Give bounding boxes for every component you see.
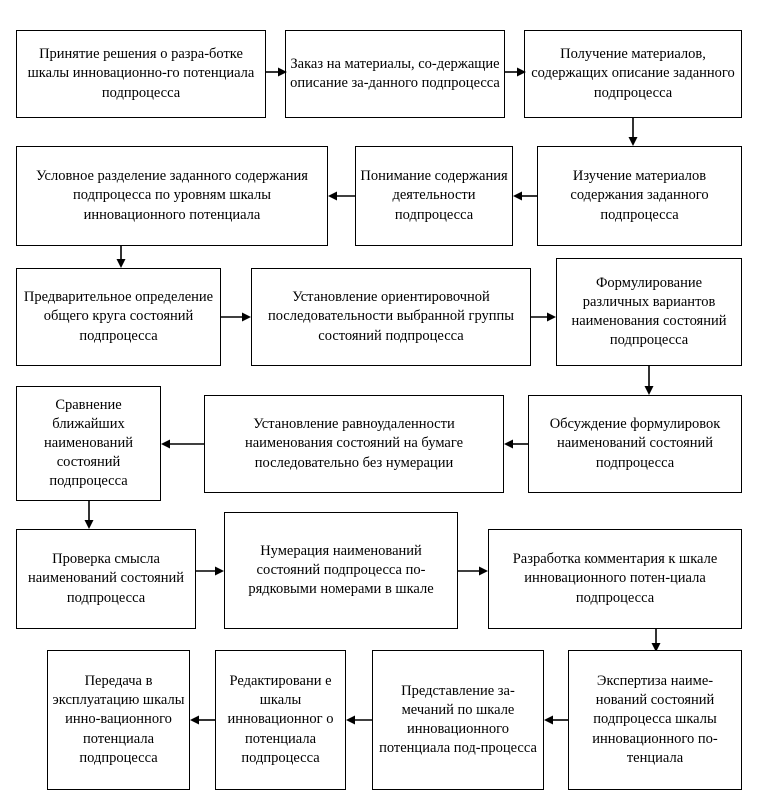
arrow-n2-n3: [505, 66, 526, 78]
process-node-17: [372, 650, 544, 790]
process-node-10-label: Обсуждение формулировок наименований состояний подпроцесса: [549, 416, 721, 471]
arrow-n8-n9: [531, 311, 556, 323]
process-node-18: [215, 650, 346, 790]
arrow-n17-n18: [346, 714, 372, 726]
process-node-11: [204, 395, 504, 493]
arrow-n12-n13: [83, 501, 95, 529]
process-node-14-label: Нумерация наименований состояний подпроцесса по-рядковыми номерами в шкале: [248, 542, 434, 598]
process-node-2-label: Заказ на материалы, со-держащие описание за-данного подпроцесса: [290, 55, 500, 91]
arrow-n9-n10: [643, 366, 655, 395]
process-node-8: [251, 268, 531, 366]
arrow-n13-n14: [196, 565, 224, 577]
arrow-n7-n8: [221, 311, 251, 323]
process-node-1: [16, 30, 266, 118]
arrow-n1-n2: [266, 66, 287, 78]
process-node-11-label: Установление равноудаленности наименования состояний на бумаге последовательно без нумерации: [244, 416, 464, 471]
process-node-2: [285, 30, 505, 118]
process-node-15-label: Разработка комментария к шкале инновационного потен-циала подпроцесса: [512, 551, 718, 606]
arrow-n14-n15: [458, 565, 488, 577]
arrow-n16-n17: [544, 714, 568, 726]
process-node-16: [568, 650, 742, 790]
process-node-4-label: Изучение материалов содержания заданного подпроцесса: [570, 168, 709, 223]
process-node-3: [524, 30, 742, 118]
arrow-n4-n5: [513, 190, 537, 202]
process-node-7-label: Предварительное определение общего круга состояний подпроцесса: [23, 289, 214, 344]
process-node-14: [224, 512, 458, 629]
process-node-19: [47, 650, 190, 790]
process-node-8-label: Установление ориентировочной последовательности выбранной группы состояний подпроцесса: [267, 289, 515, 344]
process-node-6: [16, 146, 328, 246]
process-node-15: [488, 529, 742, 629]
arrow-n11-n12: [161, 438, 204, 450]
arrow-n3-n4: [627, 118, 639, 146]
arrow-n6-n7: [115, 246, 127, 268]
process-node-6-label: Условное разделение заданного содержания подпроцесса по уровням шкалы инновационного потенциала: [36, 168, 308, 223]
process-node-5: [355, 146, 513, 246]
arrow-n18-n19: [190, 714, 215, 726]
process-node-17-label: Представление за-мечаний по шкале инновационного потенциала под-процесса: [379, 682, 537, 757]
process-node-13: [16, 529, 196, 629]
process-node-3-label: Получение материалов, содержащих описание заданного подпроцесса: [531, 46, 735, 101]
process-node-19-label: Передача в эксплуатацию шкалы инно-вационного потенциала подпроцесса: [52, 673, 185, 766]
process-node-9-label: Формулирование различных вариантов наименования состояний подпроцесса: [571, 274, 727, 349]
process-node-12: [16, 386, 161, 501]
process-node-9: [556, 258, 742, 366]
arrow-n5-n6: [328, 190, 355, 202]
process-node-10: [528, 395, 742, 493]
process-node-18-label: Редактировани е шкалы инновационног о потенциала подпроцесса: [227, 673, 334, 766]
process-node-5-label: Понимание содержания деятельности подпроцесса: [360, 168, 508, 223]
arrow-n15-n16: [650, 629, 662, 652]
process-node-7: [16, 268, 221, 366]
process-node-4: [537, 146, 742, 246]
arrow-n10-n11: [504, 438, 528, 450]
process-node-12-label: Сравнение ближайших наименований состояний подпроцесса: [44, 396, 133, 490]
process-node-16-label: Экспертиза наиме-нований состояний подпроцесса шкалы инновационного по-тенциала: [592, 673, 718, 766]
process-node-1-label: Принятие решения о разра-ботке шкалы инновационно-го потенциала подпроцесса: [27, 46, 255, 101]
process-node-13-label: Проверка смысла наименований состояний подпроцесса: [27, 551, 185, 606]
